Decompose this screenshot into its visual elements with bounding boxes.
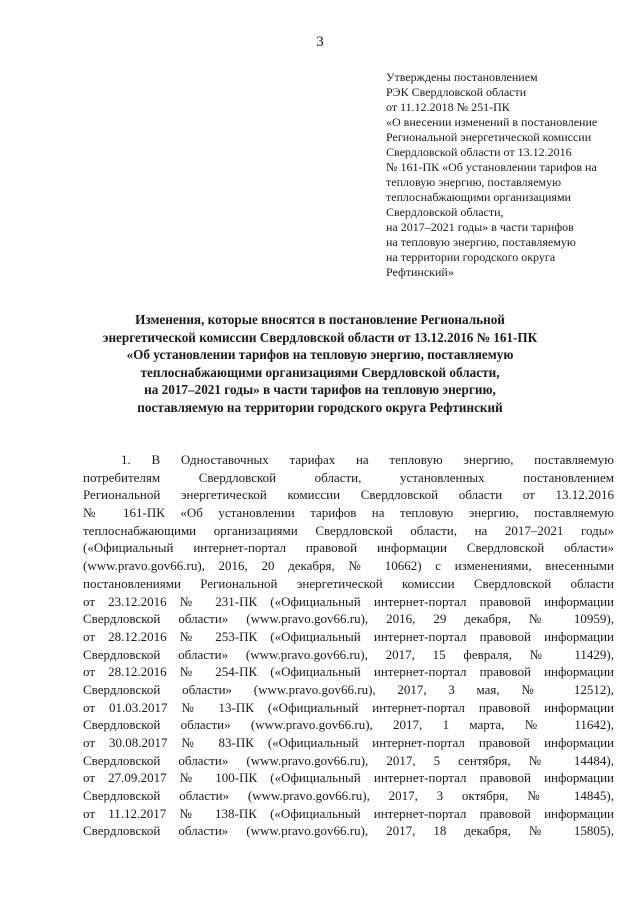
body-line: постановлениями Региональной энергетической комиссии Свердловской области: [83, 575, 614, 591]
approval-line: Рефтинский»: [386, 265, 454, 279]
body-line: от 28.12.2016 № 254-ПК («Официальный интернет-портал правовой информации: [83, 664, 614, 680]
approval-line: от 11.12.2018 № 251-ПК: [386, 100, 510, 114]
approval-line: Свердловской области от 13.12.2016: [386, 145, 572, 159]
title-line: «Об установлении тарифов на тепловую энергию, поставляемую: [126, 347, 514, 362]
title-line: энергетической комиссии Свердловской области от 13.12.2016 № 161-ПК: [102, 329, 538, 345]
approval-block: [386, 70, 626, 280]
body-line: от 27.09.2017 № 100-ПК («Официальный интернет-портал правовой информации: [83, 770, 614, 786]
body-line: Свердловской области» (www.pravo.gov66.ru), 2017, 15 февраля, № 11429),: [83, 646, 614, 662]
body-line: потребителям Свердловской области, установленных постановлением: [83, 469, 614, 485]
title-line: теплоснабжающими организациями Свердловской области,: [140, 364, 500, 380]
body-line: («Официальный интернет-портал правовой информации Свердловской области»: [83, 540, 614, 556]
page-number: 3: [316, 34, 324, 50]
body-line: от 01.03.2017 № 13-ПК («Официальный интернет-портал правовой информации: [83, 699, 614, 715]
approval-line: «О внесении изменений в постановление: [386, 115, 598, 129]
body-line: Свердловской области» (www.pravo.gov66.ru), 2017, 5 сентября, № 14484),: [83, 752, 614, 768]
approval-line: РЭК Свердловской области: [386, 85, 527, 99]
body-line: от 11.12.2017 № 138-ПК («Официальный интернет-портал правовой информации: [83, 805, 614, 821]
body-line: № 161-ПК «Об установлении тарифов на тепловую энергию, поставляемую: [83, 505, 614, 521]
body-line: Свердловской области» (www.pravo.gov66.ru), 2017, 3 октября, № 14845),: [83, 788, 614, 804]
body-line: (www.pravo.gov66.ru), 2016, 20 декабря, № 10662) с изменениями, внесенными: [83, 558, 614, 574]
body-line: 1. В Одноставочных тарифах на тепловую энергию, поставляемую: [121, 452, 614, 467]
title-line: Изменения, которые вносятся в постановление Региональной: [135, 312, 505, 327]
approval-line: Свердловской области,: [386, 205, 504, 219]
body-line: от 28.12.2016 № 253-ПК («Официальный интернет-портал правовой информации: [83, 628, 614, 644]
title-line: на 2017–2021 годы» в части тарифов на тепловую энергию,: [144, 382, 496, 397]
approval-line: Утверждены постановлением: [386, 70, 538, 84]
body-line: от 30.08.2017 № 83-ПК («Официальный интернет-портал правовой информации: [83, 735, 614, 750]
body-line: теплоснабжающими организациями Свердловской области, на 2017–2021 годы»: [83, 522, 614, 538]
approval-line: Региональной энергетической комиссии: [386, 130, 592, 144]
body-line: Свердловской области» (www.pravo.gov66.ru), 2017, 18 декабря, № 15805),: [83, 823, 614, 839]
document-title: [0, 311, 640, 416]
body-line: от 23.12.2016 № 231-ПК («Официальный интернет-портал правовой информации: [83, 593, 614, 609]
approval-line: тепловую энергию, поставляемую: [386, 175, 562, 189]
approval-line: на территории городского округа: [386, 250, 556, 264]
title-line: поставляемую на территории городского округа Рефтинский: [137, 399, 503, 415]
body-line: Свердловской области» (www.pravo.gov66.ru), 2017, 3 мая, № 12512),: [83, 681, 614, 697]
body-line: Региональной энергетической комиссии Свердловской области от 13.12.2016: [83, 487, 614, 503]
approval-line: на тепловую энергию, поставляемую: [386, 235, 576, 249]
approval-line: № 161-ПК «Об установлении тарифов на: [386, 160, 597, 174]
approval-line: на 2017–2021 годы» в части тарифов: [386, 220, 574, 234]
body-line: Свердловской области» (www.pravo.gov66.ru), 2016, 29 декабря, № 10959),: [83, 611, 614, 627]
approval-line: теплоснабжающими организациями: [386, 190, 571, 204]
body-paragraph: [83, 451, 614, 840]
body-line: Свердловской области» (www.pravo.gov66.ru), 2017, 1 марта, № 11642),: [83, 717, 614, 733]
